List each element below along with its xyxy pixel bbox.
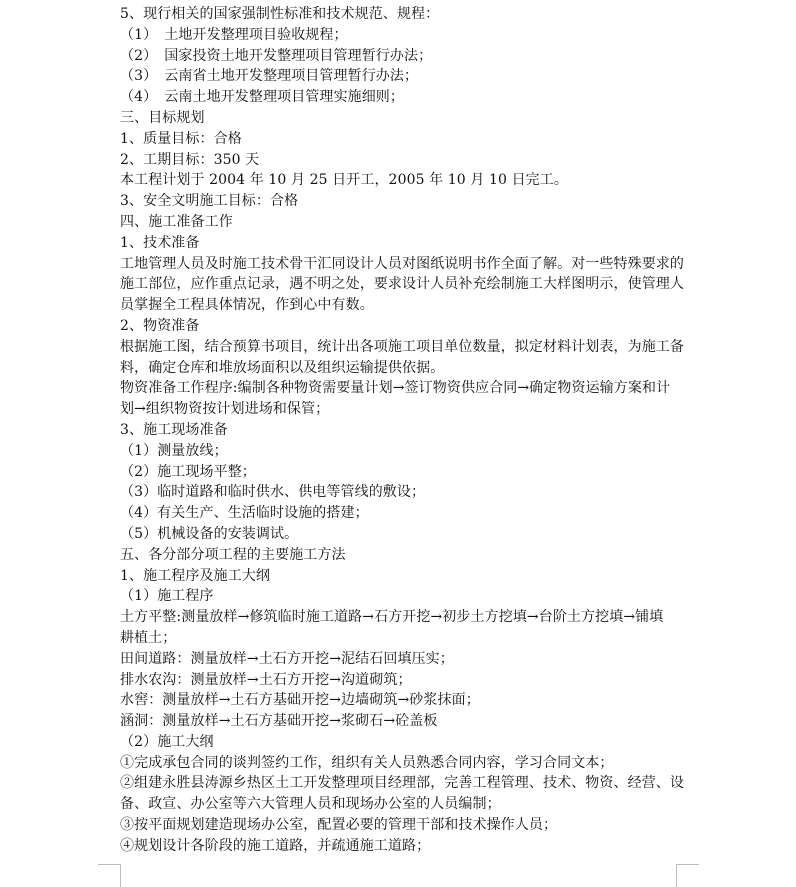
text-line: ④规划设计各阶段的施工道路，并疏通施工道路；: [120, 837, 431, 854]
text-line: （4） 云南土地开发整理项目管理实施细则；: [120, 89, 405, 106]
text-line: 排水农沟：测量放样→土石方开挖→沟道砌筑；: [120, 671, 412, 688]
text-line: （2）施工现场平整；: [120, 463, 256, 480]
text-line: 1、施工程序及施工大纲: [120, 567, 271, 584]
text-line: 3、施工现场准备: [120, 421, 228, 438]
text-line: （1） 土地开发整理项目验收规程；: [120, 26, 348, 43]
text-line: 划→组织物资按计划进场和保管；: [120, 401, 330, 418]
text-line: （2）施工大纲: [120, 733, 214, 750]
text-line: 2、物资准备: [120, 317, 200, 334]
text-line: （5）机械设备的安装调试。: [120, 525, 299, 542]
text-line: 工地管理人员及时施工技术骨干汇同设计人员对图纸说明书作全面了解。对一些特殊要求的: [120, 255, 684, 272]
text-line: 员掌握全工程具体情况，作到心中有数。: [120, 297, 374, 314]
text-line: 涵洞：测量放样→土石方基础开挖→浆砌石→砼盖板: [120, 713, 438, 730]
text-line: 本工程计划于 2004 年 10 月 25 日开工，2005 年 10 月 10 日完工。: [120, 172, 568, 189]
text-line: 四、施工准备工作: [120, 213, 233, 230]
text-line: ②组建永胜县涛源乡热区土工开发整理项目经理部，完善工程管理、技术、物资、经营、设: [120, 775, 684, 792]
text-line: 水窖：测量放样→土石方基础开挖→边墙砌筑→砂浆抹面；: [120, 692, 480, 709]
text-line: 物资准备工作程序:编制各种物资需要量计划→签订物资供应合同→确定物资运输方案和计: [120, 380, 671, 397]
text-line: （3）临时道路和临时供水、供电等管线的敷设；: [120, 484, 426, 501]
text-line: 土方平整:测量放样→修筑临时施工道路→石方开挖→初步土方挖填→台阶土方挖填→铺填: [120, 609, 664, 626]
text-line: 五、各分部分项工程的主要施工方法: [120, 546, 346, 563]
text-line: 1、技术准备: [120, 234, 200, 251]
text-line: （3） 云南省土地开发整理项目管理暂行办法；: [120, 68, 419, 85]
text-line: 料，确定仓库和堆放场面积以及组织运输提供依据。: [120, 359, 445, 376]
text-line: 耕植土；: [120, 629, 177, 646]
text-line: 施工部位，应作重点记录，遇不明之处，要求设计人员补充绘制施工大样图明示，使管理人: [120, 276, 684, 293]
text-line: 5、现行相关的国家强制性标准和技术规范、规程：: [120, 6, 440, 22]
text-line: （4）有关生产、生活临时设施的搭建；: [120, 505, 369, 522]
text-line: ③按平面规划建造现场办公室，配置必要的管理干部和技术操作人员；: [120, 817, 558, 834]
text-line: 田间道路：测量放样→土石方开挖→泥结石回填压实；: [120, 650, 454, 667]
document-body: [120, 4, 684, 857]
text-line: 1、质量目标：合格: [120, 130, 242, 147]
text-line: 根据施工图，结合预算书项目，统计出各项施工项目单位数量，拟定材料计划表，为施工备: [120, 338, 684, 355]
text-line: 备、政宣、办公室等六大管理人员和现场办公室的人员编制；: [120, 796, 501, 813]
text-line: 2、工期目标：350 天: [120, 151, 260, 168]
text-line: 三、目标规划: [120, 109, 205, 126]
text-line: （2） 国家投资土地开发整理项目管理暂行办法；: [120, 47, 433, 64]
text-line: 3、安全文明施工目标：合格: [120, 193, 299, 210]
text-line: ①完成承包合同的谈判签约工作，组织有关人员熟悉合同内容，学习合同文本；: [120, 754, 614, 771]
text-line: （1）施工程序: [120, 588, 214, 605]
text-line: （1）测量放线；: [120, 442, 228, 459]
